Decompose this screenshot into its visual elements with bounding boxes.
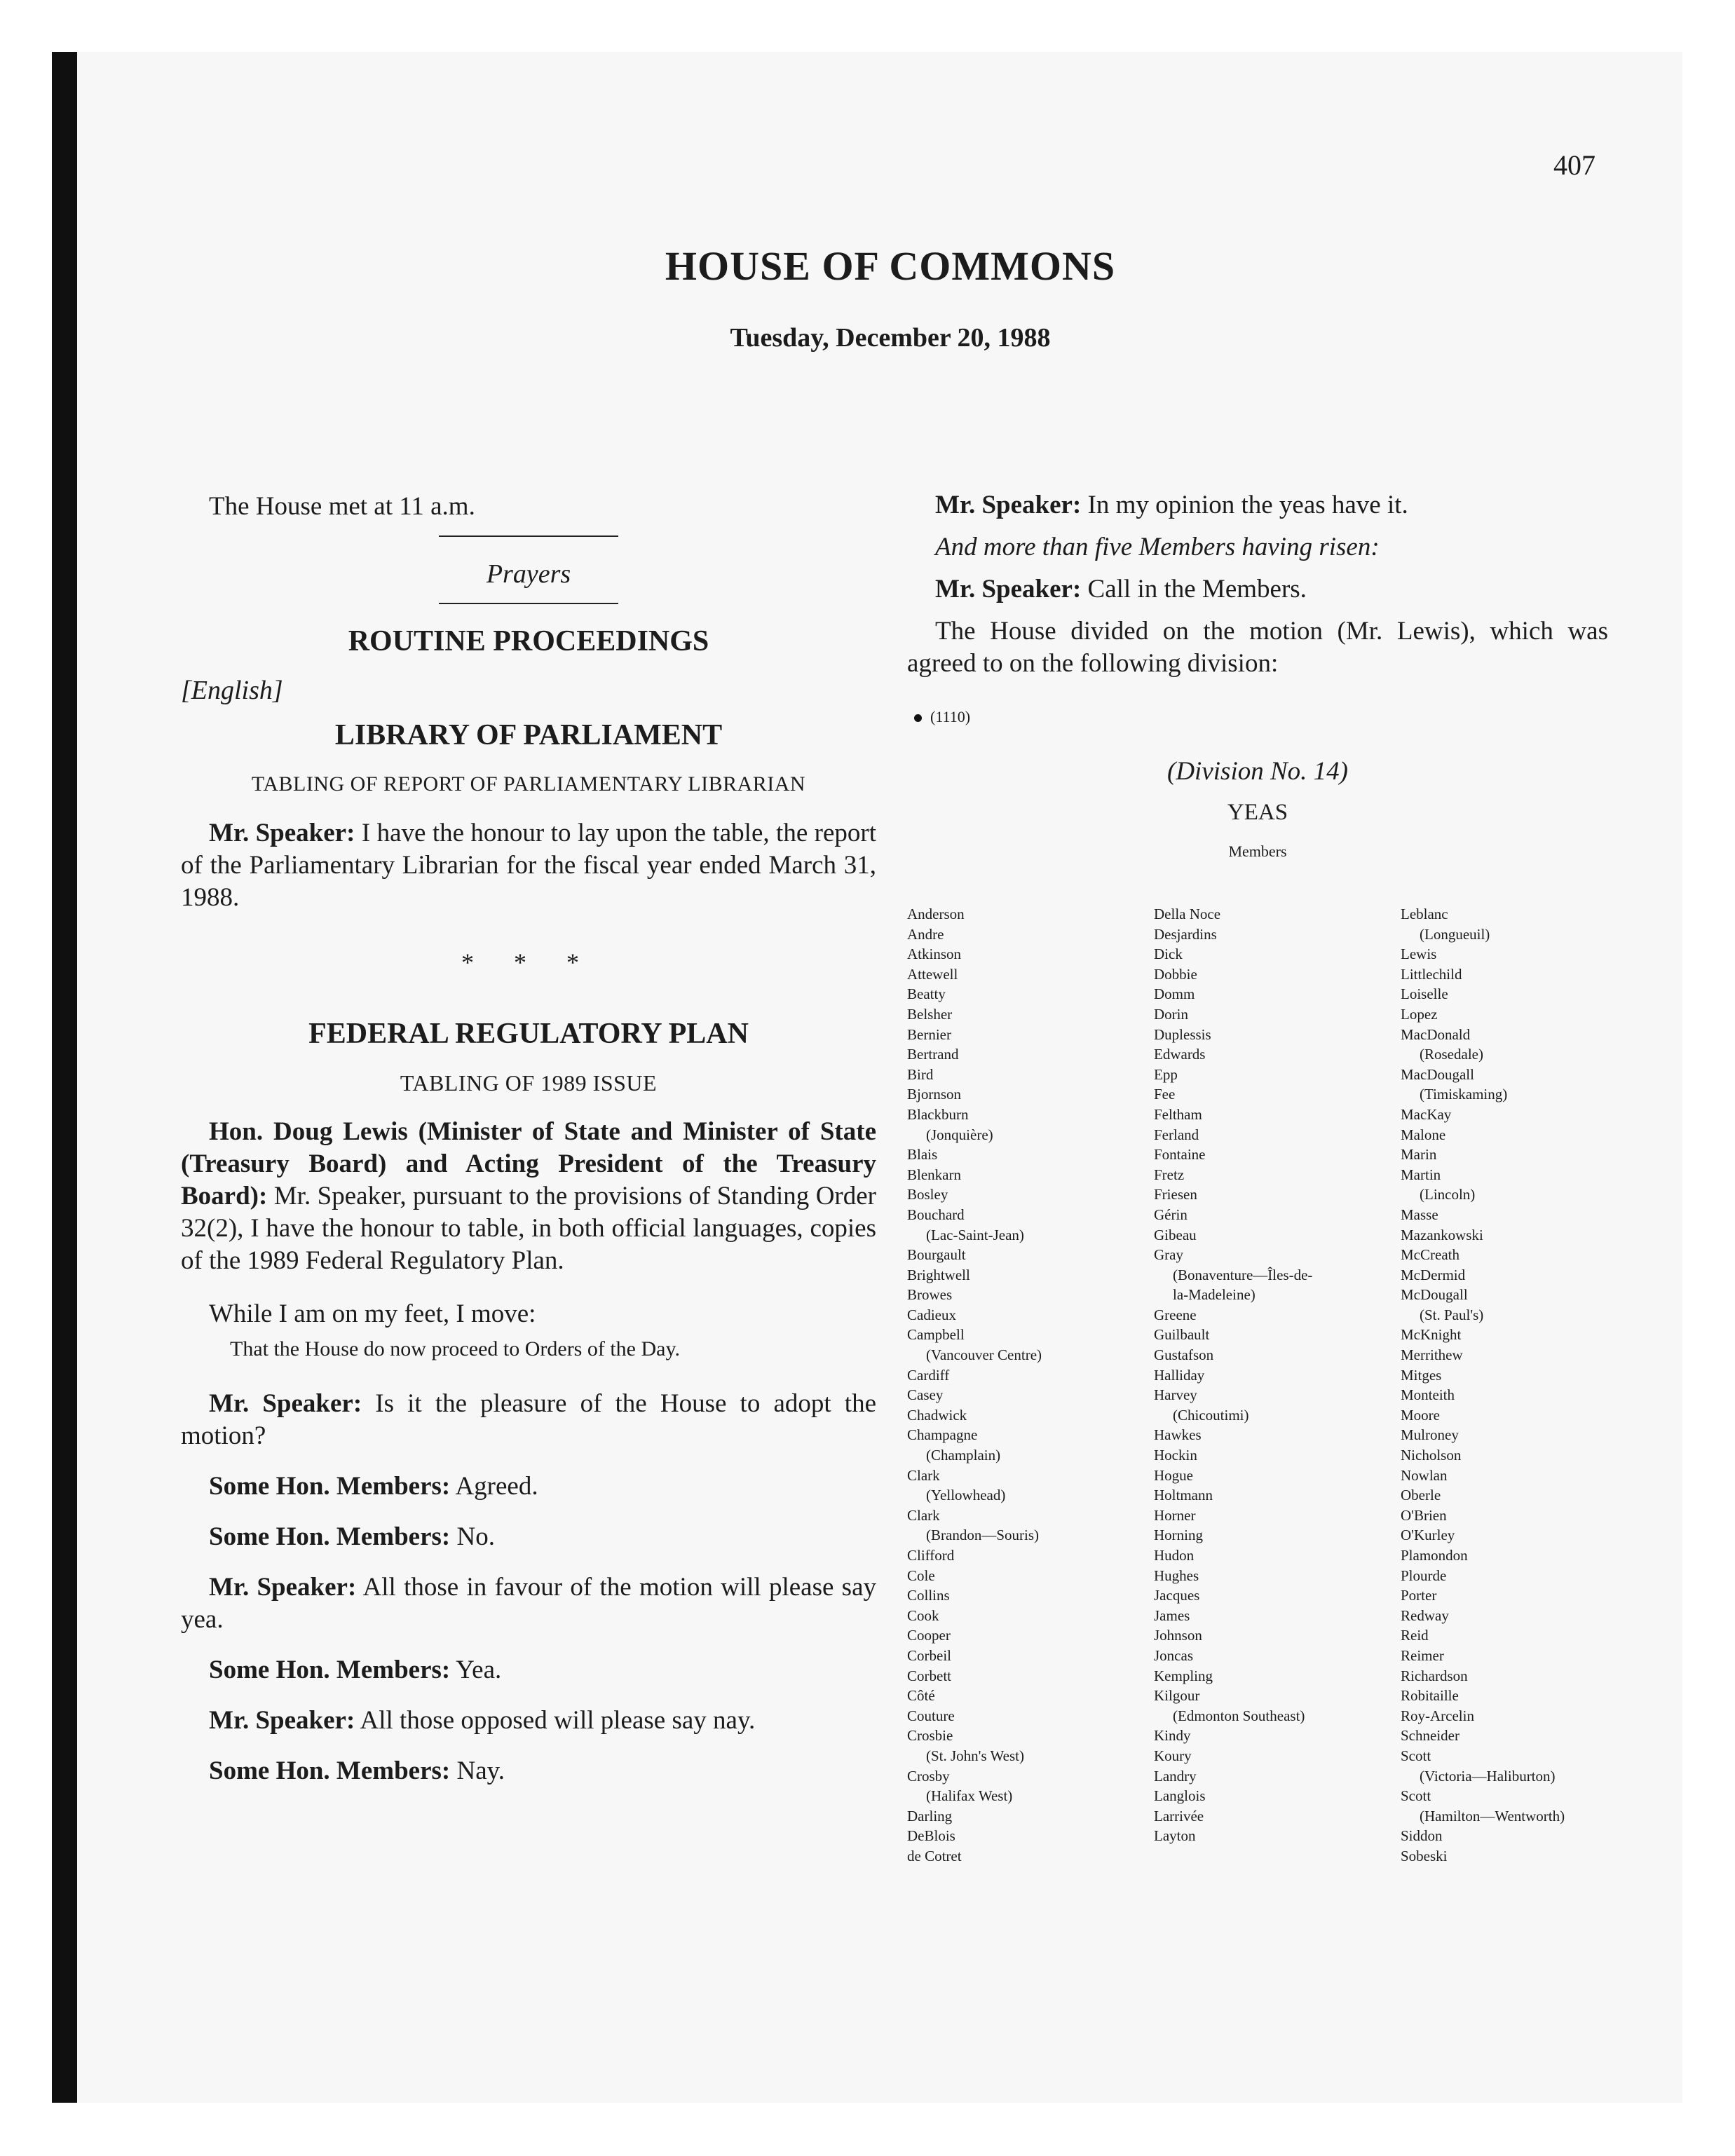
member-riding: (Bonaventure—Îles-de- <box>1173 1266 1313 1283</box>
member-riding: (Lac-Saint-Jean) <box>926 1226 1024 1243</box>
sitting-date: Tuesday, December 20, 1988 <box>730 323 1051 353</box>
member-name: Harvey <box>1154 1386 1197 1404</box>
member-name: Scott <box>1401 1787 1431 1805</box>
right-column <box>907 489 1608 1878</box>
member-name: Domm <box>1154 985 1195 1003</box>
member-name: Attewell <box>907 965 958 983</box>
motion-text: That the House do now proceed to Orders of the Day. <box>230 1337 681 1360</box>
prayers-label: Prayers <box>486 559 571 589</box>
member-name: Loiselle <box>1401 985 1448 1003</box>
member-name: Crosbie <box>907 1727 953 1745</box>
divider-rule <box>439 535 618 537</box>
member-name: Littlechild <box>1401 965 1462 983</box>
speaker-name: Mr. Speaker: <box>209 1389 362 1418</box>
member-riding: (Yellowhead) <box>926 1487 1006 1504</box>
member-name: Atkinson <box>907 946 962 963</box>
member-name: Joncas <box>1154 1646 1193 1664</box>
member-riding: (Halifax West) <box>926 1787 1013 1805</box>
member-riding: (Chicoutimi) <box>1173 1406 1249 1424</box>
speech-text: Nay. <box>450 1756 505 1785</box>
member-name: Hawkes <box>1154 1426 1202 1444</box>
member-name: Chadwick <box>907 1406 967 1424</box>
member-name: Bosley <box>907 1186 948 1203</box>
member-name: Hockin <box>1154 1447 1197 1464</box>
member-name: Reimer <box>1401 1646 1444 1664</box>
member-name: Cooper <box>907 1627 951 1644</box>
speaker-name: Hon. Doug Lewis (Minister of State and Minister of State (Treasury Board) and Acting President of the Treasury Board): <box>181 1117 876 1210</box>
member-name: Hughes <box>1154 1567 1199 1584</box>
member-name: Duplessis <box>1154 1025 1211 1043</box>
yeas-label: YEAS <box>1227 800 1288 825</box>
member-column <box>907 904 1138 1867</box>
member-name: Cook <box>907 1606 939 1624</box>
member-name: Dick <box>1154 946 1183 963</box>
division-paragraph: The House divided on the motion (Mr. Lewis), which was agreed to on the following division: <box>907 617 1608 678</box>
member-name: Kempling <box>1154 1667 1213 1684</box>
member-name: Campbell <box>907 1326 965 1344</box>
member-name: Feltham <box>1154 1105 1202 1123</box>
library-subheading: TABLING OF REPORT OF PARLIAMENTARY LIBRARIAN <box>251 772 806 796</box>
member-name: Côté <box>907 1687 935 1705</box>
member-name: Richardson <box>1401 1667 1468 1684</box>
member-riding: (St. Paul's) <box>1420 1306 1484 1323</box>
member-name: Darling <box>907 1807 953 1824</box>
member-name: Johnson <box>1154 1627 1202 1644</box>
member-name: Bouchard <box>907 1206 965 1223</box>
library-paragraph <box>181 817 876 914</box>
divider-rule <box>439 603 618 604</box>
federal-plan-heading: FEDERAL REGULATORY PLAN <box>308 1018 749 1050</box>
member-name: Desjardins <box>1154 925 1217 943</box>
language-tag: [English] <box>181 676 283 705</box>
member-name: Fee <box>1154 1086 1176 1103</box>
exchange-paragraph <box>181 1705 876 1737</box>
member-name: Fontaine <box>1154 1146 1206 1164</box>
member-name: DeBlois <box>907 1827 955 1845</box>
member-name: Bjornson <box>907 1086 962 1103</box>
member-name: Moore <box>1401 1406 1440 1424</box>
member-riding: (Hamilton—Wentworth) <box>1420 1807 1565 1824</box>
speaker-name: Some Hon. Members: <box>209 1656 451 1684</box>
lewis-paragraph <box>181 1116 876 1277</box>
member-name: Malone <box>1401 1126 1446 1143</box>
house-met-text: The House met at 11 a.m. <box>209 492 475 521</box>
member-riding: (Timiskaming) <box>1420 1086 1508 1103</box>
member-riding: (St. John's West) <box>926 1747 1024 1764</box>
speaker-name: Some Hon. Members: <box>209 1472 451 1501</box>
member-name: MacKay <box>1401 1105 1452 1123</box>
member-name: McKnight <box>1401 1326 1462 1344</box>
member-name: Horner <box>1154 1506 1196 1524</box>
speech-text: I have the honour to lay upon the table, the report of the Parliamentary Librarian for the fiscal year ended March 31, 1988. <box>181 819 876 912</box>
exchange-paragraph <box>181 1471 876 1503</box>
member-name: James <box>1154 1606 1190 1624</box>
member-name: Gérin <box>1154 1206 1188 1223</box>
left-column <box>181 491 876 1806</box>
speaker-name: Some Hon. Members: <box>209 1756 451 1785</box>
member-name: Corbeil <box>907 1646 951 1664</box>
member-name: Merrithew <box>1401 1346 1463 1364</box>
member-name: Epp <box>1154 1065 1178 1083</box>
member-name: Masse <box>1401 1206 1438 1223</box>
member-name: Collins <box>907 1587 950 1604</box>
member-name: Porter <box>1401 1587 1437 1604</box>
member-name: Andre <box>907 925 944 943</box>
member-name: de Cotret <box>907 1847 962 1864</box>
member-name: Redway <box>1401 1606 1449 1624</box>
member-name: Fretz <box>1154 1166 1185 1183</box>
member-name: Plourde <box>1401 1567 1447 1584</box>
member-name: Siddon <box>1401 1827 1443 1845</box>
exchange-paragraph <box>181 1755 876 1787</box>
exchange-paragraph <box>181 1388 876 1452</box>
member-name: Kilgour <box>1154 1687 1200 1705</box>
member-name: Koury <box>1154 1747 1192 1764</box>
member-name: Cadieux <box>907 1306 956 1323</box>
member-name: Mulroney <box>1401 1426 1459 1444</box>
member-name: Horning <box>1154 1527 1203 1544</box>
speech-text: Yea. <box>450 1656 502 1684</box>
member-riding: (Longueuil) <box>1420 925 1490 943</box>
member-name: Cole <box>907 1567 935 1584</box>
speaker-name: Mr. Speaker: <box>935 575 1082 603</box>
member-name: Larrivée <box>1154 1807 1204 1824</box>
routine-proceedings-heading: ROUTINE PROCEEDINGS <box>348 625 709 657</box>
member-name: Cardiff <box>907 1366 950 1384</box>
member-name-list <box>907 904 1608 1878</box>
member-name: Casey <box>907 1386 944 1404</box>
member-name: Gray <box>1154 1246 1183 1264</box>
member-riding: (Lincoln) <box>1420 1186 1476 1203</box>
member-name: Edwards <box>1154 1046 1206 1063</box>
section-separator-stars: * * * <box>461 948 596 976</box>
member-name: McCreath <box>1401 1246 1460 1264</box>
member-name: Mitges <box>1401 1366 1442 1384</box>
member-name: Oberle <box>1401 1487 1441 1504</box>
member-name: Ferland <box>1154 1126 1199 1143</box>
member-name: Blackburn <box>907 1105 969 1123</box>
member-name: Anderson <box>907 906 965 922</box>
speaker-name: Mr. Speaker: <box>209 1706 355 1735</box>
member-column <box>1401 904 1625 1867</box>
member-name: Gustafson <box>1154 1346 1214 1364</box>
member-name: O'Brien <box>1401 1506 1447 1524</box>
member-name: Guilbault <box>1154 1326 1210 1344</box>
member-name: O'Kurley <box>1401 1527 1455 1544</box>
member-column <box>1154 904 1385 1846</box>
member-name: Martin <box>1401 1166 1441 1183</box>
member-name: Leblanc <box>1401 906 1448 922</box>
page-number: 407 <box>1553 149 1595 181</box>
member-name: Scott <box>1401 1747 1431 1764</box>
member-name: Schneider <box>1401 1727 1460 1745</box>
speech-text: Is it the pleasure of the House to adopt the motion? <box>181 1389 876 1450</box>
move-text: While I am on my feet, I move: <box>209 1299 536 1328</box>
exchange-paragraph <box>181 1571 876 1636</box>
member-name: Blais <box>907 1146 938 1164</box>
member-riding: (Brandon—Souris) <box>926 1527 1039 1544</box>
member-name: Bertrand <box>907 1046 959 1063</box>
member-name: Gibeau <box>1154 1226 1197 1243</box>
library-heading: LIBRARY OF PARLIAMENT <box>334 719 723 751</box>
exchange-paragraph <box>181 1654 876 1686</box>
speaker-name: Mr. Speaker: <box>935 491 1082 519</box>
member-name: Marin <box>1401 1146 1437 1164</box>
member-riding: la-Madeleine) <box>1173 1286 1256 1304</box>
member-name: Blenkarn <box>907 1166 961 1183</box>
page-title: HOUSE OF COMMONS <box>665 243 1116 289</box>
member-name: Langlois <box>1154 1787 1206 1805</box>
member-name: Champagne <box>907 1426 978 1444</box>
speaker-name: Mr. Speaker: <box>209 819 355 847</box>
member-name: Della Noce <box>1154 906 1221 922</box>
member-name: Lopez <box>1401 1005 1438 1023</box>
time-marker-text: (1110) <box>930 708 971 725</box>
member-riding: (Vancouver Centre) <box>926 1346 1042 1364</box>
member-name: Halliday <box>1154 1366 1205 1384</box>
speaker-name: Mr. Speaker: <box>209 1573 357 1602</box>
member-name: Bourgault <box>907 1246 966 1264</box>
call-members-paragraph <box>907 573 1608 606</box>
member-name: McDougall <box>1401 1286 1468 1304</box>
member-name: Belsher <box>907 1005 953 1023</box>
member-name: Robitaille <box>1401 1687 1459 1705</box>
member-name: Clifford <box>907 1547 955 1564</box>
speech-text: Mr. Speaker, pursuant to the provisions of Standing Order 32(2), I have the honour to table, in both official languages, copies of the 1989 Federal Regulatory Plan. <box>181 1182 876 1275</box>
member-name: MacDonald <box>1401 1025 1471 1043</box>
member-name: Dobbie <box>1154 965 1197 983</box>
member-name: Nicholson <box>1401 1447 1462 1464</box>
member-name: McDermid <box>1401 1266 1466 1283</box>
member-name: Hudon <box>1154 1547 1195 1564</box>
member-name: Reid <box>1401 1627 1429 1644</box>
member-name: Lewis <box>1401 946 1437 963</box>
time-marker <box>907 701 1608 733</box>
speech-text: All those in favour of the motion will please say yea. <box>181 1573 876 1634</box>
speaker-ruling <box>907 489 1608 521</box>
member-name: Nowlan <box>1401 1466 1448 1484</box>
member-name: Jacques <box>1154 1587 1200 1604</box>
member-name: Monteith <box>1401 1386 1455 1404</box>
division-label: (Division No. 14) <box>1167 757 1348 786</box>
member-name: Hogue <box>1154 1466 1193 1484</box>
speech-text: Call in the Members. <box>1081 575 1307 603</box>
member-name: Sobeski <box>1401 1847 1448 1864</box>
speech-text: No. <box>450 1522 495 1551</box>
speaker-name: Some Hon. Members: <box>209 1522 451 1551</box>
member-name: Couture <box>907 1707 955 1724</box>
member-name: MacDougall <box>1401 1065 1474 1083</box>
member-name: Brightwell <box>907 1266 970 1283</box>
member-name: Layton <box>1154 1827 1196 1845</box>
member-name: Landry <box>1154 1767 1197 1785</box>
member-name: Clark <box>907 1466 940 1484</box>
member-name: Greene <box>1154 1306 1197 1323</box>
federal-plan-subheading: TABLING OF 1989 ISSUE <box>400 1070 658 1096</box>
scan-binding-edge <box>52 52 77 2103</box>
member-name: Crosby <box>907 1767 950 1785</box>
member-name: Bernier <box>907 1025 951 1043</box>
speech-text: In my opinion the yeas have it. <box>1081 491 1408 519</box>
exchange-list <box>181 1388 876 1787</box>
member-name: Plamondon <box>1401 1547 1468 1564</box>
exchange-paragraph <box>181 1521 876 1553</box>
member-name: Corbett <box>907 1667 951 1684</box>
member-riding: (Champlain) <box>926 1447 1001 1464</box>
speech-text: Agreed. <box>450 1472 538 1501</box>
member-name: Clark <box>907 1506 940 1524</box>
member-name: Roy-Arcelin <box>1401 1707 1474 1724</box>
member-riding: (Edmonton Southeast) <box>1173 1707 1305 1724</box>
member-riding: (Jonquière) <box>926 1126 993 1143</box>
member-name: Beatty <box>907 985 946 1003</box>
member-riding: (Victoria—Haliburton) <box>1420 1767 1556 1785</box>
member-name: Bird <box>907 1065 934 1083</box>
member-name: Browes <box>907 1286 953 1304</box>
bullet-icon <box>914 714 922 722</box>
member-riding: (Rosedale) <box>1420 1046 1483 1063</box>
member-name: Kindy <box>1154 1727 1191 1745</box>
member-name: Mazankowski <box>1401 1226 1483 1243</box>
members-risen-text: And more than five Members having risen: <box>935 533 1380 561</box>
members-label: Members <box>1228 842 1287 860</box>
member-name: Dorin <box>1154 1005 1188 1023</box>
member-name: Holtmann <box>1154 1487 1213 1504</box>
speech-text: All those opposed will please say nay. <box>355 1706 756 1735</box>
member-name: Friesen <box>1154 1186 1197 1203</box>
